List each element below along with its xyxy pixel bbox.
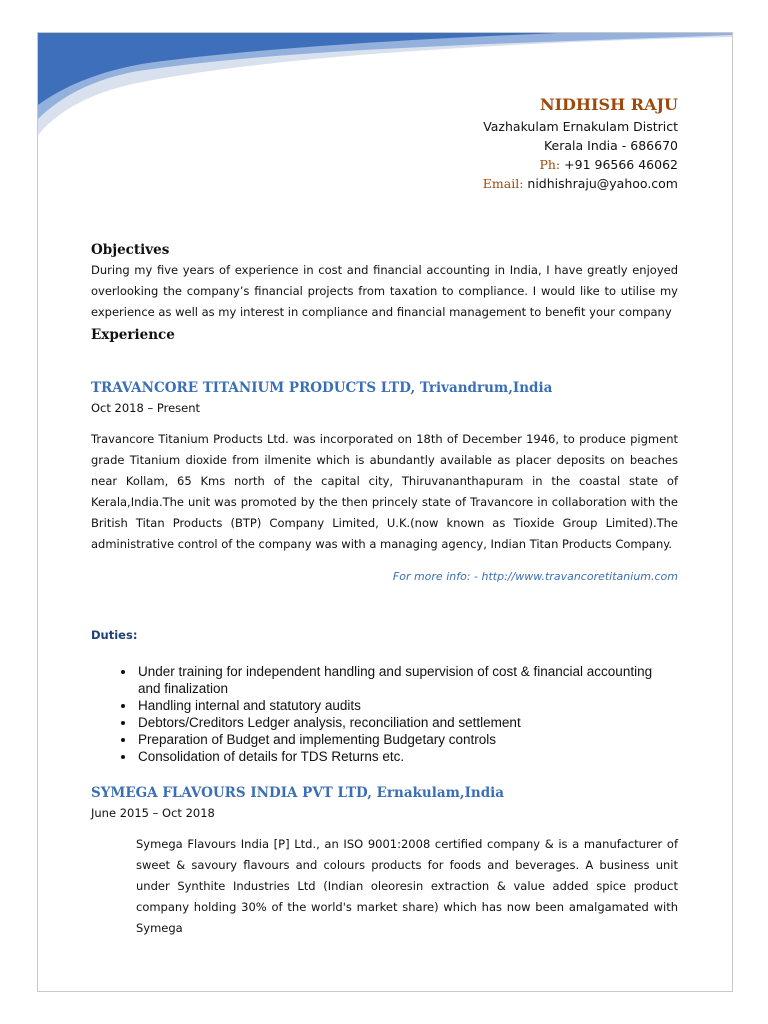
- duty-item: • Preparation of Budget and implementing Budgetary controls: [136, 731, 678, 748]
- resume-body: [91, 240, 678, 939]
- duty-item: • Under training for independent handling and supervision of cost & financial accounting and finalization: [136, 663, 678, 697]
- company-description: Travancore Titanium Products Ltd. was incorporated on 18th of December 1946, to produce pigment grade Titanium dioxide from ilmenite which is abundantly available as placer deposits on beaches near Kollam, 65 Kms north of the capital city, Thiruvananthapuram in the coastal state of Kerala,India.The unit was promoted by the then princely state of Travancore in collaboration with the British Titan Products (BTP) Company Limited, U.K.(now known as Tioxide Group Limited).The administrative control of the company was with a managing agency, Indian Titan Products Company.: [91, 432, 678, 551]
- email-label: Email:: [482, 176, 524, 191]
- email-line: [483, 174, 678, 193]
- experience-heading: Experience: [91, 327, 175, 343]
- job-dates: Oct 2018 – Present: [91, 401, 201, 415]
- phone-number: +91 96566 46062: [564, 157, 678, 172]
- more-info-label: For more info: -: [392, 570, 479, 583]
- phone-label: Ph:: [539, 157, 561, 172]
- job-dates: June 2015 – Oct 2018: [91, 806, 215, 820]
- candidate-name: NIDHISH RAJU: [539, 95, 678, 114]
- resume-page: [37, 32, 733, 992]
- company-description: Symega Flavours India [P] Ltd., an ISO 9001:2008 certified company & is a manufacturer of sweet & savoury flavours and colours products for foods and beverages. A business unit under Synthite Industries Ltd (Indian oleoresin extraction & value added spice product company holding 30% of the world's market share) which has now been amalgamated with Symega: [136, 837, 678, 935]
- email-address: nidhishraju@yahoo.com: [527, 176, 678, 191]
- duty-item: • Handling internal and statutory audits: [136, 697, 678, 714]
- company-name: SYMEGA FLAVOURS INDIA PVT LTD, Ernakulam,India: [91, 785, 505, 801]
- duty-item: • Debtors/Creditors Ledger analysis, reconciliation and settlement: [136, 714, 678, 731]
- more-info-link[interactable]: http://www.travancoretitanium.com: [481, 570, 678, 583]
- phone-line: [483, 155, 678, 174]
- duty-item: • Consolidation of details for TDS Returns etc.: [136, 748, 678, 765]
- duties-heading: Duties:: [91, 628, 138, 642]
- contact-block: [483, 94, 678, 193]
- more-info: [91, 566, 678, 587]
- address-line-2: Kerala India - 686670: [543, 138, 678, 153]
- objectives-heading: Objectives: [91, 242, 170, 258]
- duties-list: [91, 663, 678, 765]
- address-line-1: Vazhakulam Ernakulam District: [483, 119, 678, 134]
- objectives-text: During my five years of experience in cost and financial accounting in India, I have greatly enjoyed overlooking the company’s financial projects from taxation to compliance. I would like to utilise my experience as well as my interest in compliance and financial management to benefit your company: [91, 263, 678, 319]
- company-name: TRAVANCORE TITANIUM PRODUCTS LTD, Trivandrum,India: [91, 380, 553, 396]
